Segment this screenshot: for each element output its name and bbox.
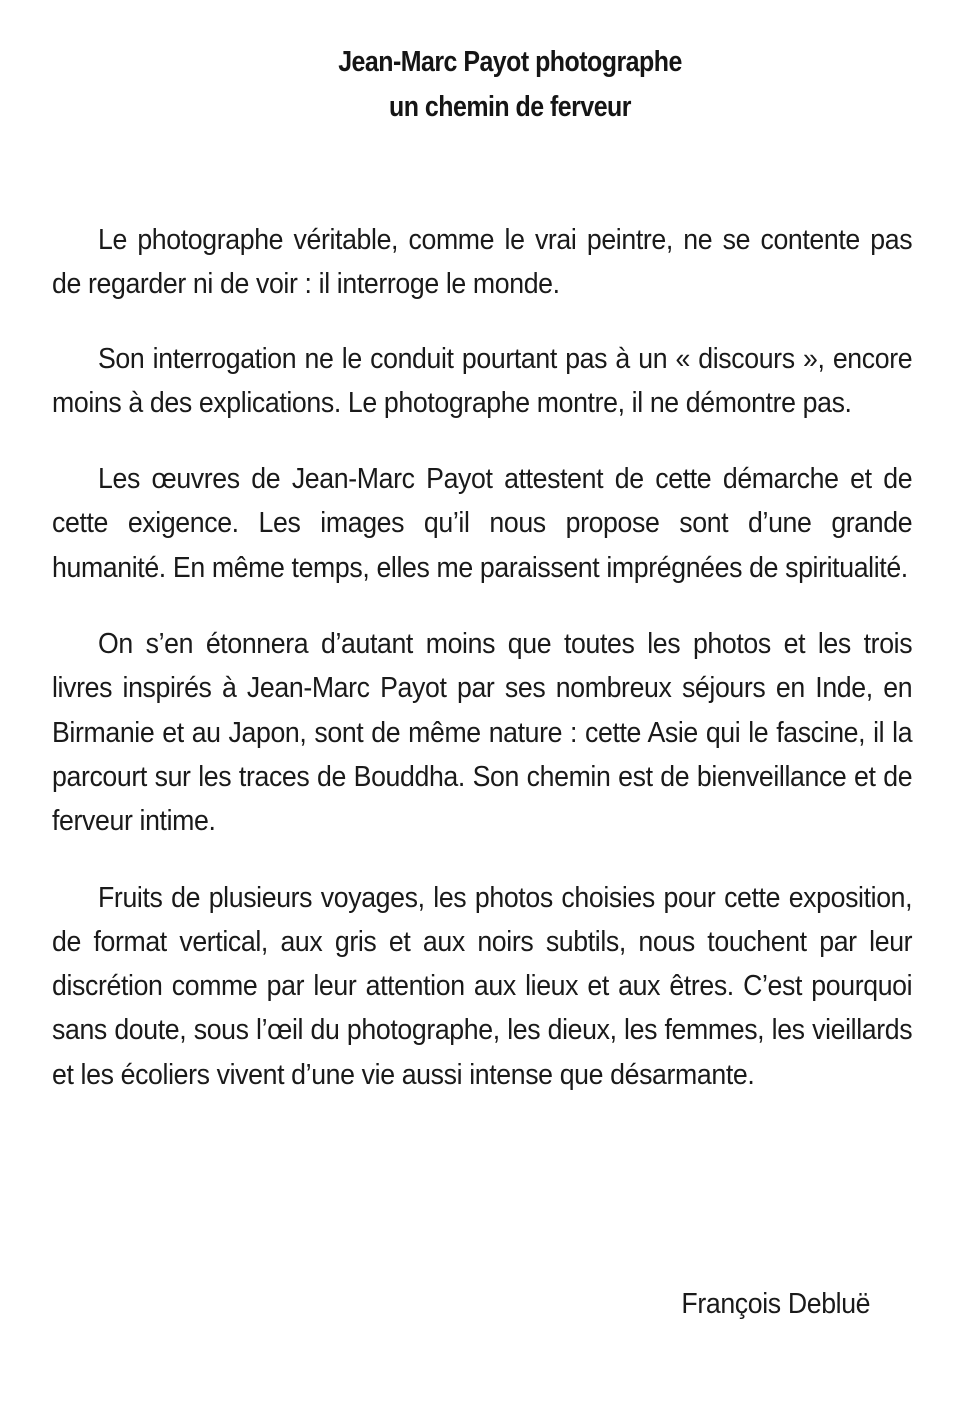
paragraph-2: Son interrogation ne le conduit pourtant pas à un « discours », encore moins à des explications. Le photographe montre, il ne démontre pas. [52, 342, 913, 419]
title-line-2: un chemin de ferveur [389, 91, 631, 123]
title-line-1: Jean-Marc Payot photographe [338, 46, 682, 78]
document-body [52, 218, 912, 1129]
document-title [0, 40, 980, 130]
paragraph-1: Le photographe véritable, comme le vrai peintre, ne se contente pas de regarder ni de voir : il interroge le monde. [52, 224, 913, 301]
paragraph-4: On s’en étonnera d’autant moins que toutes les photos et les trois livres inspirés à Jean-Marc Payot par ses nombreux séjours en Inde, en Birmanie et au Japon, sont de même nature : cette Asie qui le fascine, il la parcourt sur les traces de Bouddha. Son chemin est de bienveillance et de ferveur intime. [52, 628, 913, 838]
paragraph-3: Les œuvres de Jean-Marc Payot attestent de cette démarche et de cette exigence. Les images qu’il nous propose sont d’une grande humanité. En même temps, elles me paraissent imprégnées de spiritualité. [52, 463, 913, 584]
author-signature: François Debluë [681, 1288, 870, 1320]
paragraph-5: Fruits de plusieurs voyages, les photos choisies pour cette exposition, de format vertical, aux gris et aux noirs subtils, nous touchent par leur discrétion comme par leur attention aux lieux et aux êtres. C’est pourquoi sans doute, sous l’œil du photographe, les dieux, les femmes, les vieillards et les écoliers vivent d’une vie aussi intense que désarmante. [52, 881, 913, 1091]
